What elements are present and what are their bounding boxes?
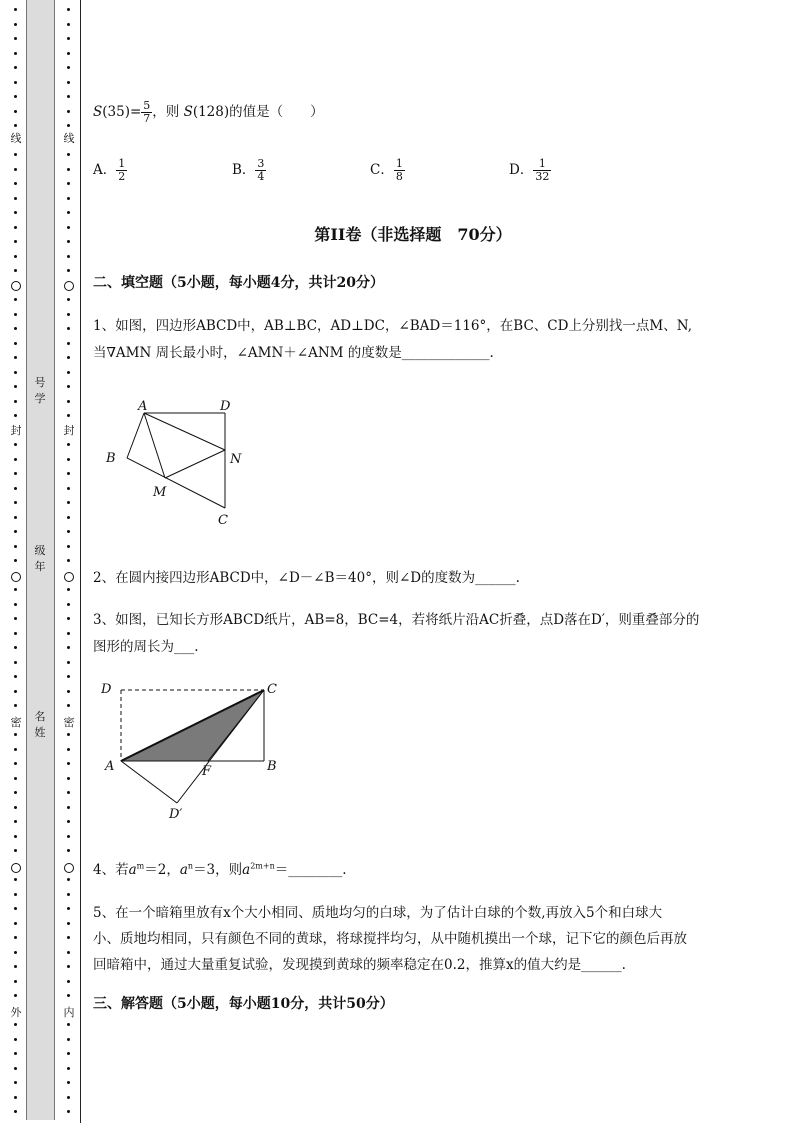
label-d: D (101, 682, 112, 697)
dotted-cut-line-inner (62, 0, 76, 1123)
cut-line-label-outer: 线 (10, 132, 22, 145)
fraction (141, 100, 152, 125)
option-label: A． (93, 162, 117, 178)
cut-dot (14, 8, 17, 11)
cut-dot (67, 762, 70, 765)
option-d (509, 158, 551, 183)
cut-dot (14, 443, 17, 446)
cut-dot (67, 1023, 70, 1026)
label-b: B (106, 451, 116, 466)
cut-dot (67, 269, 70, 272)
option-label: D． (509, 162, 534, 178)
cut-dot (67, 197, 70, 200)
cut-dot (67, 371, 70, 374)
outer-label: 外 (10, 1006, 22, 1019)
fraction (394, 158, 405, 183)
question-5-line-2: 小、质地均相同，只有颜色不同的黄球，将球搅拌均匀，从中随机摸出一个球，记下它的颜色后再放 (93, 931, 687, 947)
cut-dot (67, 559, 70, 562)
cut-dot (67, 994, 70, 997)
fraction-numerator: 1 (533, 158, 551, 171)
stem-text: ＝2， (144, 862, 180, 878)
cut-dot (14, 1038, 17, 1041)
binding-circle (11, 281, 21, 291)
cut-dot (67, 907, 70, 910)
cut-dot (67, 646, 70, 649)
fraction-denominator: 2 (118, 170, 126, 183)
cut-dot (67, 8, 70, 11)
cut-dot (14, 748, 17, 751)
cut-dot (67, 965, 70, 968)
cut-dot (14, 777, 17, 780)
cut-dot (14, 23, 17, 26)
field-student-id: 号学 (34, 376, 46, 405)
cut-dot (67, 52, 70, 55)
fraction-denominator: 4 (257, 170, 265, 183)
cut-dot (14, 588, 17, 591)
cut-dot (14, 704, 17, 707)
option-b (232, 158, 266, 183)
question-5-line-3: 回暗箱中，通过大量重复试验，发现摸到黄球的频率稳定在0.2，推算x的值大约是______. (93, 957, 626, 973)
cut-dot (14, 197, 17, 200)
cut-line-label-inner: 线 (63, 132, 75, 145)
cut-dot (67, 414, 70, 417)
cut-dot (14, 356, 17, 359)
cut-dot (67, 168, 70, 171)
cut-dot (14, 124, 17, 127)
stem-text: 4、若 (93, 862, 129, 878)
cut-dot (14, 211, 17, 214)
cut-dot (14, 255, 17, 258)
cut-dot (67, 327, 70, 330)
cut-dot (67, 356, 70, 359)
option-c (370, 158, 405, 183)
cut-dot (14, 762, 17, 765)
cut-dot (14, 1023, 17, 1026)
binding-margin (0, 0, 84, 1123)
cut-dot (67, 893, 70, 896)
cut-dot (67, 632, 70, 635)
cut-dot (67, 1038, 70, 1041)
stem-text: ＝3，则 (193, 862, 243, 878)
exponent: 2m+n (250, 861, 275, 871)
cut-dot (14, 472, 17, 475)
option-label: B． (232, 162, 256, 178)
cut-dot (67, 704, 70, 707)
cut-dot (67, 820, 70, 823)
question-5-line-1: 5、在一个暗箱里放有x个大小相同、质地均匀的白球，为了估计白球的个数,再放入5个和白球大 (93, 905, 663, 921)
cut-dot (67, 23, 70, 26)
cut-dot (67, 690, 70, 693)
cut-dot (67, 385, 70, 388)
secret-label-outer: 密 (10, 716, 22, 729)
cut-dot (67, 835, 70, 838)
fraction-denominator: 32 (535, 170, 550, 183)
cut-dot (14, 936, 17, 939)
cut-dot (67, 878, 70, 881)
label-a: A (138, 399, 148, 414)
cut-dot (14, 791, 17, 794)
section-3-title: 三、解答题（5小题，每小题10分，共计50分） (93, 996, 394, 1012)
cut-dot (67, 342, 70, 345)
question-2: 2、在圆内接四边形ABCD中，∠D－∠B＝40°，则∠D的度数为______. (93, 570, 520, 586)
fraction (255, 158, 266, 183)
cut-dot (14, 951, 17, 954)
exponent: m (136, 861, 145, 871)
fraction-denominator: 8 (395, 170, 403, 183)
label-c: C (218, 513, 228, 528)
label-a: A (105, 759, 115, 774)
cut-dot (67, 1110, 70, 1113)
secret-label-inner: 密 (63, 716, 75, 729)
cut-dot (67, 675, 70, 678)
math-var: a (128, 862, 137, 878)
binding-circle (64, 572, 74, 582)
cut-dot (14, 313, 17, 316)
cut-dot (67, 748, 70, 751)
math-var: S (93, 104, 103, 120)
cut-dot (14, 342, 17, 345)
cut-dot (67, 849, 70, 852)
cut-dot (14, 400, 17, 403)
cut-dot (14, 980, 17, 983)
label-f: F (202, 764, 212, 779)
inner-label: 内 (63, 1006, 75, 1019)
binding-circle (64, 281, 74, 291)
cut-dot (14, 153, 17, 156)
cut-dot (14, 487, 17, 490)
seal-label-outer: 封 (10, 424, 22, 437)
cut-dot (14, 81, 17, 84)
question-3-line-2: 图形的周长为___. (93, 639, 199, 655)
cut-dot (67, 37, 70, 40)
cut-dot (14, 414, 17, 417)
label-m: M (153, 485, 167, 500)
cut-dot (67, 211, 70, 214)
cut-dot (14, 559, 17, 562)
binding-circle (11, 572, 21, 582)
cut-dot (67, 516, 70, 519)
cut-dot (67, 588, 70, 591)
figure-folded-rectangle (101, 675, 291, 825)
fraction-denominator: 7 (143, 112, 151, 125)
cut-dot (14, 110, 17, 113)
cut-dot (14, 994, 17, 997)
cut-dot (14, 835, 17, 838)
cut-dot (67, 777, 70, 780)
field-grade: 级年 (34, 544, 46, 573)
seal-label-inner: 封 (63, 424, 75, 437)
cut-dot (14, 1110, 17, 1113)
cut-dot (67, 458, 70, 461)
cut-dot (67, 1096, 70, 1099)
cut-dot (14, 545, 17, 548)
cut-dot (14, 371, 17, 374)
fraction (116, 158, 127, 183)
cut-dot (14, 820, 17, 823)
cut-dot (67, 182, 70, 185)
cut-dot (14, 603, 17, 606)
cut-dot (67, 951, 70, 954)
cut-dot (14, 168, 17, 171)
cut-dot (14, 690, 17, 693)
math-var: a (242, 862, 251, 878)
cut-dot (14, 66, 17, 69)
cut-dot (67, 922, 70, 925)
cut-dot (67, 501, 70, 504)
cut-dot (14, 501, 17, 504)
cut-dot (14, 965, 17, 968)
question-1-line-1: 1、如图，四边形ABCD中，AB⊥BC，AD⊥DC，∠BAD＝116°，在BC、CD上分别找一点M、N, (93, 318, 692, 334)
cut-dot (67, 472, 70, 475)
cut-dot (14, 806, 17, 809)
cut-dot (14, 1081, 17, 1084)
cut-dot (67, 530, 70, 533)
exponent: n (187, 861, 194, 871)
cut-dot (14, 327, 17, 330)
cut-dot (67, 298, 70, 301)
option-label: C． (370, 162, 394, 178)
figure-quadrilateral-abcd (103, 395, 253, 530)
cut-dot (14, 646, 17, 649)
cut-dot (67, 66, 70, 69)
cut-dot (67, 443, 70, 446)
stem-text: ，则 (152, 104, 184, 120)
cut-dot (14, 37, 17, 40)
cut-dot (14, 182, 17, 185)
cut-dot (14, 1096, 17, 1099)
cut-dot (67, 487, 70, 490)
binding-circle (64, 863, 74, 873)
cut-dot (14, 226, 17, 229)
question-prev-stem (93, 100, 324, 125)
question-3-line-1: 3、如图，已知长方形ABCD纸片，AB=8，BC=4，若将纸片沿AC折叠，点D落在D′，则重叠部分的 (93, 612, 700, 628)
label-b: B (267, 759, 277, 774)
part-2-title: 第II卷（非选择题 70分） (314, 225, 512, 244)
cut-dot (14, 849, 17, 852)
option-a (93, 158, 127, 183)
cut-dot (14, 733, 17, 736)
fraction-numerator: 1 (118, 157, 126, 170)
cut-dot (14, 1067, 17, 1070)
cut-dot (14, 878, 17, 881)
cut-dot (14, 458, 17, 461)
math-var: a (179, 862, 188, 878)
field-name: 名姓 (34, 710, 46, 739)
cut-dot (67, 110, 70, 113)
cut-dot (67, 603, 70, 606)
cut-dot (67, 806, 70, 809)
cut-dot (14, 530, 17, 533)
stem-text: ＝________. (274, 862, 347, 878)
cut-dot (67, 936, 70, 939)
cut-dot (67, 791, 70, 794)
math-var: S (183, 104, 193, 120)
cut-dot (14, 617, 17, 620)
stem-text: (128)的值是（ ） (192, 104, 324, 120)
cut-dot (14, 632, 17, 635)
cut-dot (14, 922, 17, 925)
stem-text: (35)= (102, 104, 142, 120)
cut-dot (67, 313, 70, 316)
cut-dot (14, 1052, 17, 1055)
cut-dot (14, 661, 17, 664)
cut-dot (14, 240, 17, 243)
cut-dot (14, 269, 17, 272)
fraction-numerator: 1 (395, 157, 403, 170)
label-n: N (230, 452, 242, 467)
cut-dot (67, 545, 70, 548)
cut-dot (67, 661, 70, 664)
cut-dot (67, 255, 70, 258)
cut-dot (67, 980, 70, 983)
question-4 (93, 858, 347, 878)
cut-dot (67, 1052, 70, 1055)
cut-dot (67, 124, 70, 127)
binding-circle (11, 863, 21, 873)
dotted-cut-line-outer (9, 0, 23, 1123)
cut-dot (67, 95, 70, 98)
cut-dot (14, 893, 17, 896)
cut-dot (67, 240, 70, 243)
cut-dot (14, 385, 17, 388)
cut-dot (67, 1081, 70, 1084)
fraction (533, 158, 551, 183)
cut-dot (14, 675, 17, 678)
cut-dot (14, 52, 17, 55)
cut-dot (67, 153, 70, 156)
cut-dot (14, 95, 17, 98)
cut-dot (67, 226, 70, 229)
cut-dot (67, 81, 70, 84)
cut-dot (14, 907, 17, 910)
cut-dot (67, 617, 70, 620)
cut-dot (67, 400, 70, 403)
cut-dot (67, 1067, 70, 1070)
label-d-prime: D′ (169, 807, 183, 822)
fraction-numerator: 3 (257, 157, 265, 170)
fraction-numerator: 5 (143, 99, 151, 112)
label-c: C (267, 682, 277, 697)
section-2-title: 二、填空题（5小题，每小题4分，共计20分） (93, 275, 384, 291)
cut-dot (14, 298, 17, 301)
cut-dot (14, 516, 17, 519)
binding-line (80, 0, 81, 1123)
question-1-line-2: 当∇AMN 周长最小时，∠AMN＋∠ANM 的度数是_____________. (93, 345, 494, 361)
cut-dot (67, 733, 70, 736)
label-d: D (220, 399, 231, 414)
